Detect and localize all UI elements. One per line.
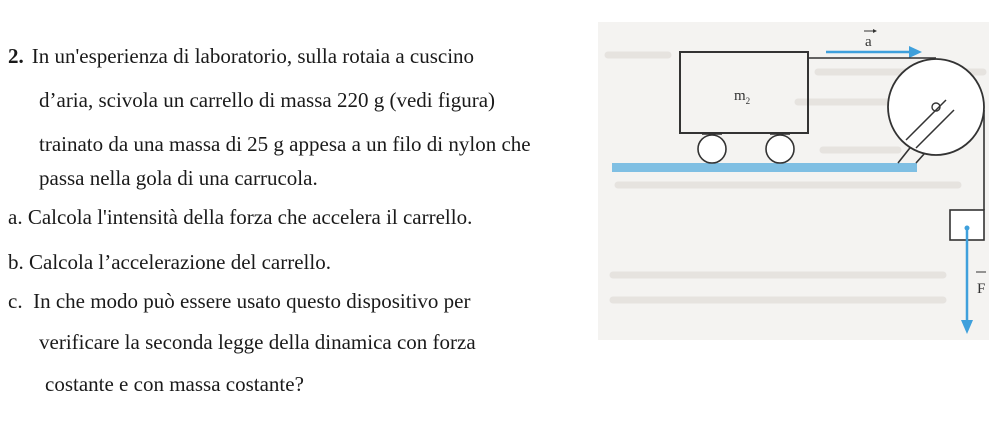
question-a-label: a. bbox=[8, 205, 23, 229]
cart-mass-label: $m_2$ bbox=[734, 88, 751, 106]
cart-wheel-left bbox=[698, 135, 726, 163]
question-c-line-3: costante e con massa costante? bbox=[45, 372, 304, 396]
intro-line-1 bbox=[8, 44, 474, 68]
cart-wheel-right bbox=[766, 135, 794, 163]
hanging-mass-center bbox=[965, 226, 970, 231]
problem-number: 2. bbox=[8, 44, 24, 68]
force-label: F bbox=[977, 281, 986, 297]
intro-line-4: passa nella gola di una carrucola. bbox=[39, 166, 318, 190]
intro-line-3: trainato da una massa di 25 g appesa a un filo di nylon che bbox=[39, 132, 531, 156]
question-b-text: Calcola l’accelerazione del carrello. bbox=[29, 250, 331, 274]
air-track-figure bbox=[598, 0, 989, 340]
acceleration-label: a bbox=[865, 34, 872, 50]
question-b-label: b. bbox=[8, 250, 24, 274]
question-a-text: Calcola l'intensità della forza che accelera il carrello. bbox=[27, 205, 473, 229]
intro-line-2: d’aria, scivola un carrello di massa 220 g (vedi figura) bbox=[39, 88, 496, 112]
question-b bbox=[8, 250, 331, 274]
question-c-text-1: In che modo può essere usato questo dispositivo per bbox=[33, 289, 471, 313]
question-c bbox=[8, 289, 471, 313]
air-track-rail bbox=[612, 163, 917, 172]
intro-text-1: In un'esperienza di laboratorio, sulla rotaia a cuscino bbox=[31, 44, 475, 68]
question-a bbox=[8, 205, 472, 229]
question-c-line-2: verificare la seconda legge della dinamica con forza bbox=[39, 330, 476, 354]
question-c-label: c. bbox=[8, 289, 23, 313]
pulley-wheel bbox=[888, 59, 984, 155]
air-track-diagram bbox=[598, 0, 989, 340]
